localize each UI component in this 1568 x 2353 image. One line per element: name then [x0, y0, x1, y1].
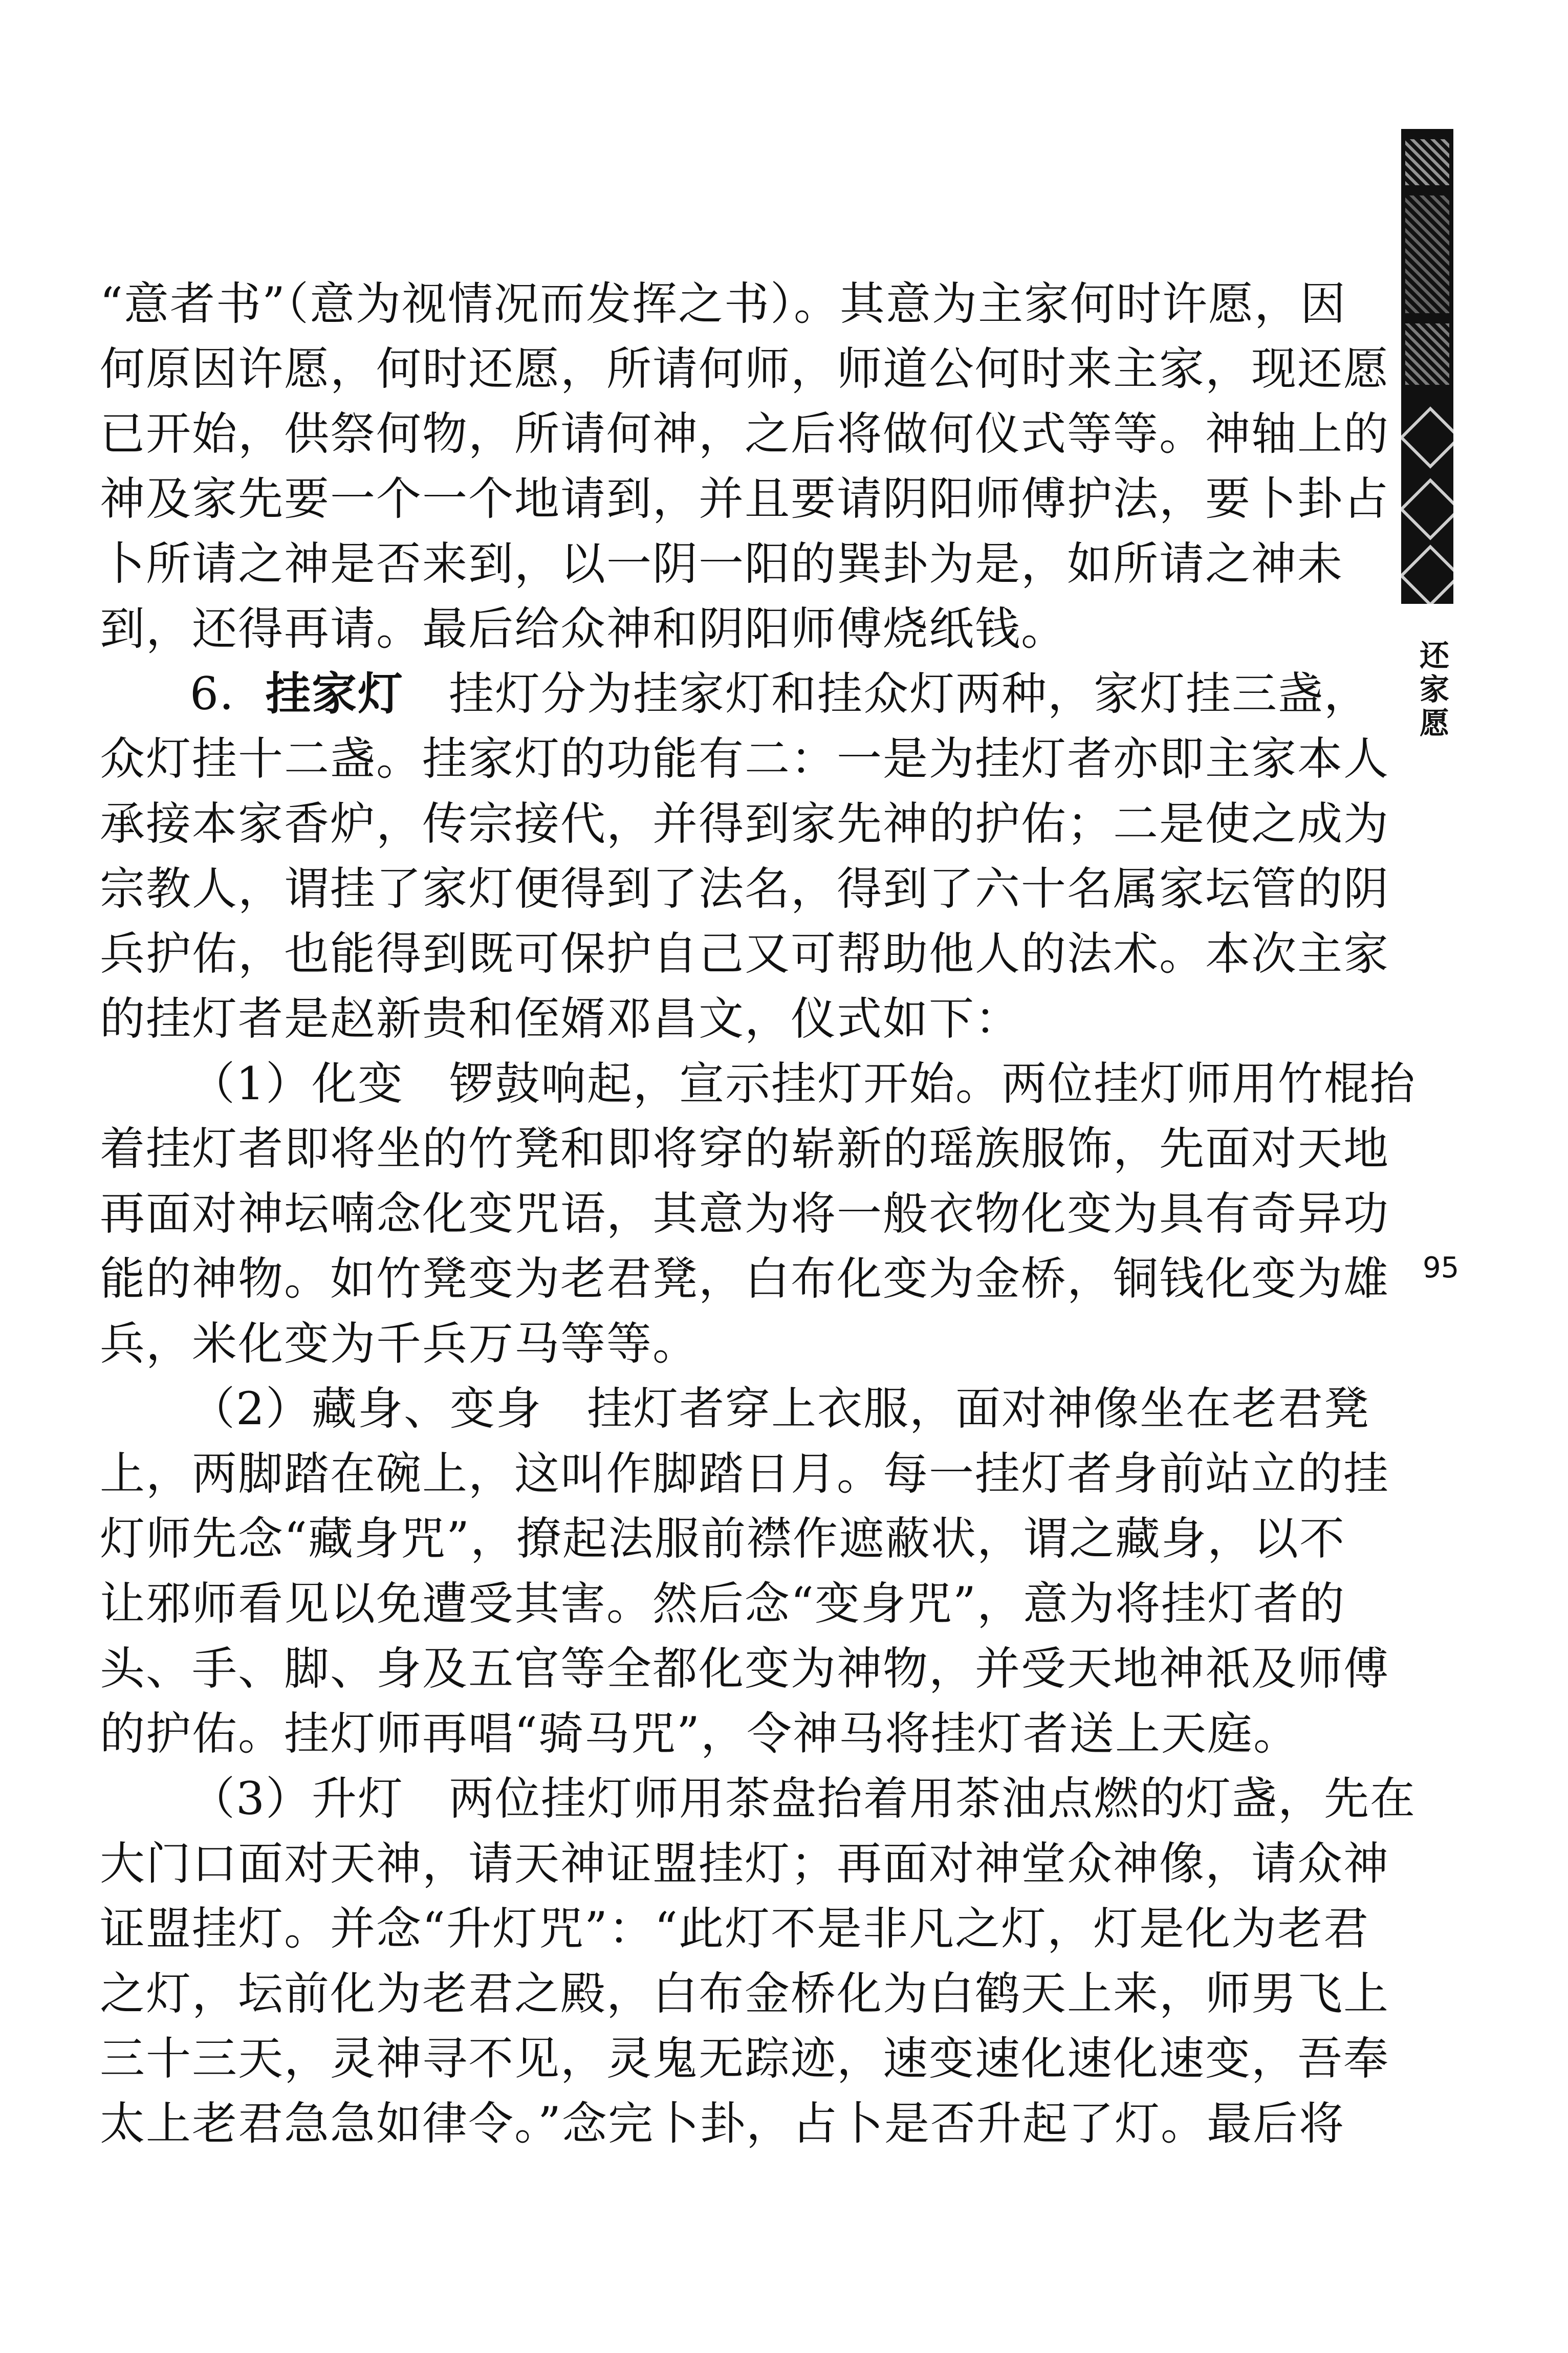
diamond-pattern-icon [1401, 406, 1453, 469]
chapter-side-title: 还家愿 [1414, 640, 1449, 741]
text-line: 三十三天，灵神寻不见，灵鬼无踪迹，速变速化速化速变，吾奉 [100, 2032, 1390, 2085]
text-line: 已开始，供祭何物，所请何神，之后将做何仪式等等。神轴上的 [100, 407, 1390, 460]
text-line: 兵护佑，也能得到既可保护自己又可帮助他人的法术。本次主家 [100, 927, 1390, 980]
text-line: “意者书”（意为视情况而发挥之书）。其意为主家何时许愿，因 [100, 277, 1346, 330]
item-label: （2）藏身、变身 [190, 1382, 542, 1435]
text-line: 两位挂灯师用茶盘抬着用茶油点燃的灯盏，先在 [449, 1772, 1417, 1825]
section-heading-line [100, 661, 1370, 726]
text-line: 上，两脚踏在碗上，这叫作脚踏日月。每一挂灯者身前站立的挂 [100, 1447, 1390, 1500]
page-number: 95 [1423, 1251, 1460, 1284]
text-line: 承接本家香炉，传宗接代，并得到家先神的护佑；二是使之成为 [100, 797, 1390, 850]
item-label: （3）升灯 [190, 1772, 404, 1825]
text-line: 头、手、脚、身及五官等全都化变为神物，并受天地神祇及师傅 [100, 1642, 1390, 1695]
text-line: 太上老君急急如律令。”念完卜卦，占卜是否升起了灯。最后将 [100, 2097, 1345, 2150]
text-line: 大门口面对天神，请天神证盟挂灯；再面对神堂众神像，请众神 [100, 1837, 1390, 1890]
text-line: 挂灯者穿上衣服，面对神像坐在老君凳 [587, 1382, 1370, 1435]
body-text [100, 271, 1417, 2156]
text-line: 之灯，坛前化为老君之殿，白布金桥化为白鹤天上来，师男飞上 [100, 1967, 1390, 2020]
item-heading-line [100, 1766, 1417, 1831]
text-line: 众灯挂十二盏。挂家灯的功能有二：一是为挂灯者亦即主家本人 [100, 732, 1390, 785]
woven-pattern-icon [1405, 323, 1449, 385]
text-line: 让邪师看见以免遭受其害。然后念“变身咒”，意为将挂灯者的 [100, 1577, 1345, 1630]
text-line: 的护佑。挂灯师再唱“骑马咒”，令神马将挂灯者送上天庭。 [100, 1707, 1299, 1760]
text-line: 的挂灯者是赵新贵和侄婿邓昌文，仪式如下： [100, 992, 1021, 1045]
side-decorative-tab [1401, 129, 1453, 604]
text-line: 卜所请之神是否来到，以一阴一阳的巽卦为是，如所请之神未 [100, 537, 1344, 590]
text-line: 到，还得再请。最后给众神和阴阳师傅烧纸钱。 [100, 602, 1068, 655]
item-label: （1）化变 [190, 1057, 404, 1110]
item-heading-line [100, 1051, 1417, 1116]
diamond-pattern-icon [1401, 544, 1453, 604]
woven-pattern-icon [1405, 139, 1449, 185]
text-line: 再面对神坛喃念化变咒语，其意为将一般衣物化变为具有奇异功 [100, 1187, 1390, 1240]
section-heading: 挂家灯 [266, 667, 404, 720]
text-line: 何原因许愿，何时还愿，所请何师，师道公何时来主家，现还愿 [100, 342, 1390, 395]
diamond-pattern-icon [1401, 478, 1453, 540]
item-heading-line [100, 1376, 1370, 1441]
text-line: 兵，米化变为千兵万马等等。 [100, 1317, 699, 1370]
text-line: 证盟挂灯。并念“升灯咒”：“此灯不是非凡之灯，灯是化为老君 [100, 1902, 1369, 1955]
text-line: 宗教人，谓挂了家灯便得到了法名，得到了六十名属家坛管的阴 [100, 862, 1390, 915]
section-number: 6． [190, 667, 266, 720]
text-line: 锣鼓响起，宣示挂灯开始。两位挂灯师用竹棍抬 [449, 1057, 1417, 1110]
woven-pattern-icon [1405, 195, 1449, 313]
text-line: 神及家先要一个一个地请到，并且要请阴阳师傅护法，要卜卦占 [100, 472, 1390, 525]
text-line: 灯师先念“藏身咒”，撩起法服前襟作遮蔽状，谓之藏身，以不 [100, 1512, 1345, 1565]
text-line: 能的神物。如竹凳变为老君凳，白布化变为金桥，铜钱化变为雄 [100, 1252, 1390, 1305]
text-line: 着挂灯者即将坐的竹凳和即将穿的崭新的瑶族服饰，先面对天地 [100, 1122, 1390, 1175]
text-line: 挂灯分为挂家灯和挂众灯两种，家灯挂三盏， [449, 667, 1370, 720]
